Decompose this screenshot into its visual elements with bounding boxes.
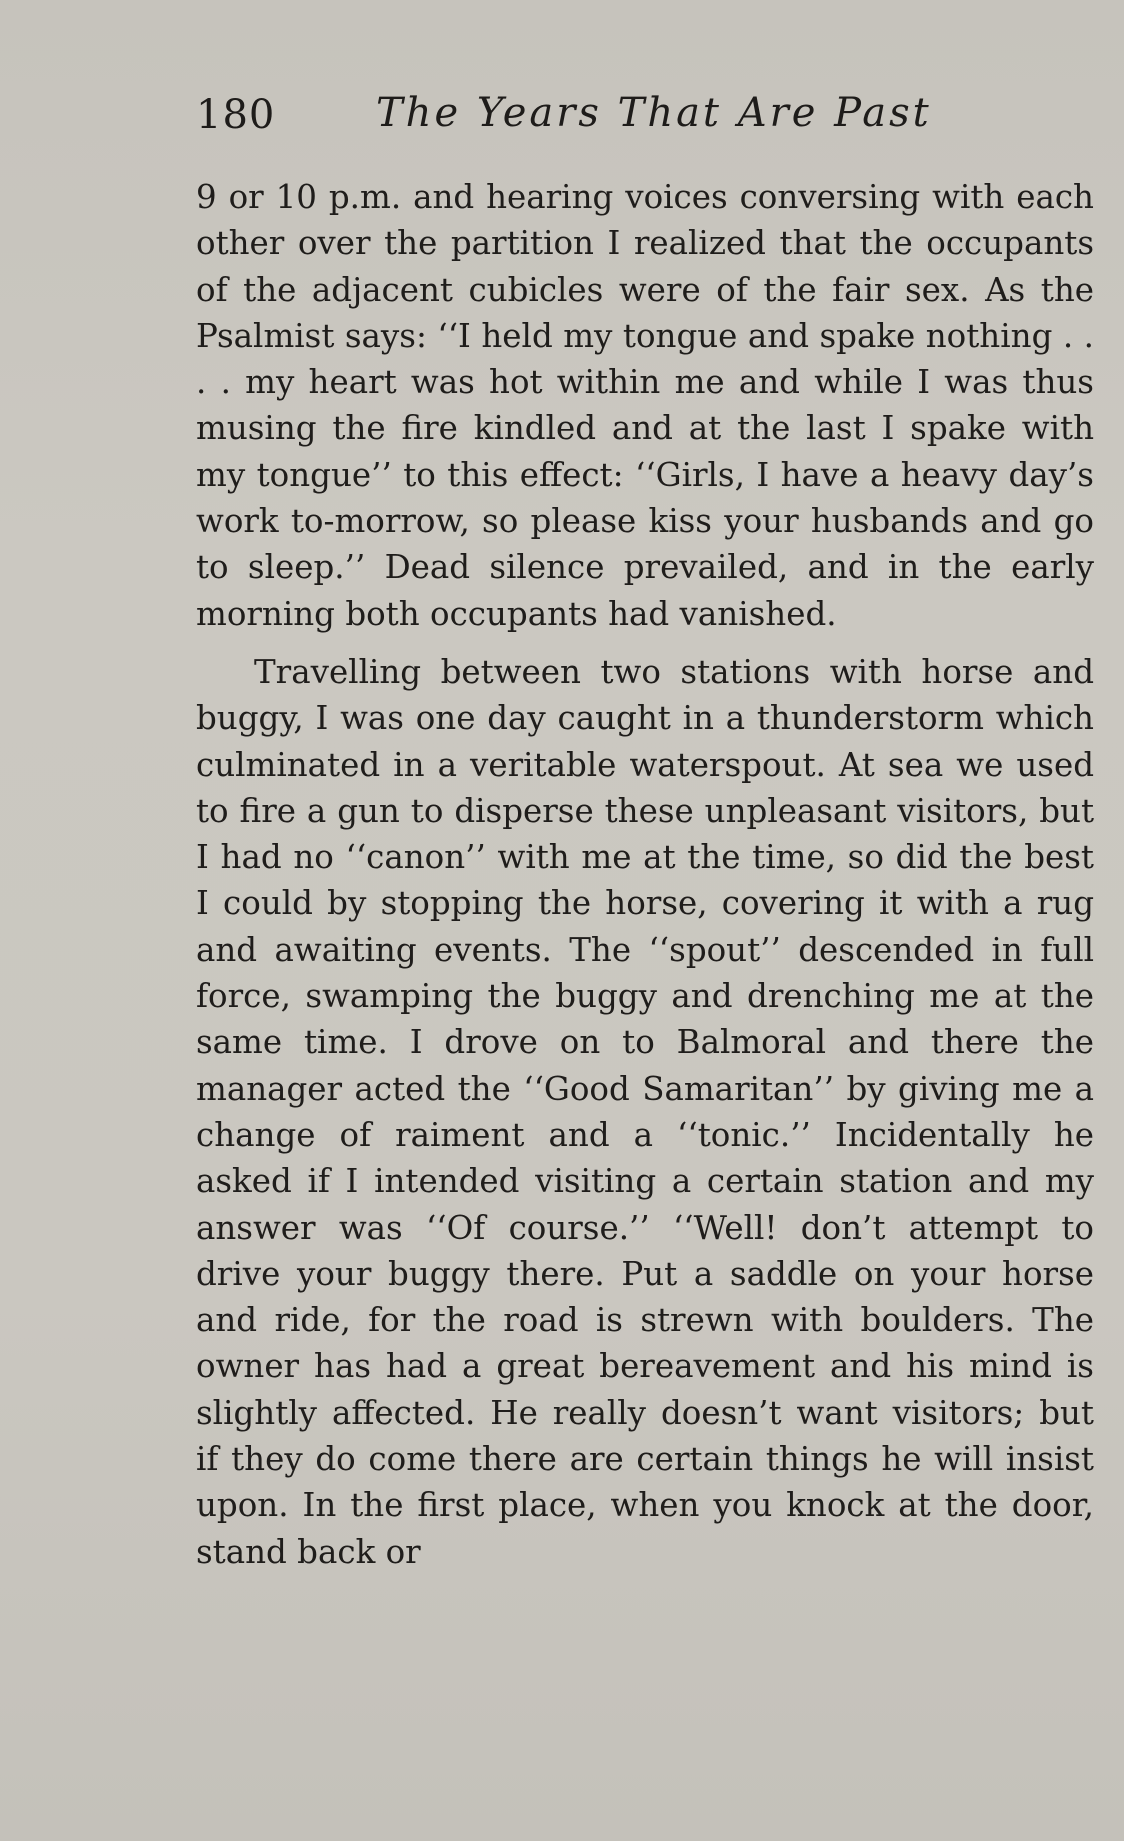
running-title: The Years That Are Past xyxy=(376,90,932,136)
page-number: 180 xyxy=(196,92,276,138)
paragraph: 9 or 10 p.m. and hearing voices conversing with each other over the partition I realized that the occupants of the adjacent cubicles were of the fair sex. As the Psalmist says: ‘‘I held my tongue and spake nothing . . . . my heart was hot within me and while I was thus musing the fire kindled and at the last I spake with my tongue’’ to this effect: ‘‘Girls, I have a heavy day’s work to-morrow, so please kiss your husbands and go to sleep.’’ Dead silence prevailed, and in the early morning both occupants had vanished. xyxy=(196,178,1094,633)
body-text xyxy=(196,174,1094,1575)
paragraph: Travelling between two stations with horse and buggy, I was one day caught in a thunderstorm which culminated in a veritable waterspout. At sea we used to fire a gun to disperse these unpleasant visitors, but I had no ‘‘canon’’ with me at the time, so did the best I could by stopping the horse, covering it with a rug and awaiting events. The ‘‘spout’’ descended in full force, swamping the buggy and drenching me at the same time. I drove on to Balmoral and there the manager acted the ‘‘Good Samaritan’’ by giving me a change of raiment and a ‘‘tonic.’’ Incidentally he asked if I intended visiting a certain station and my answer was ‘‘Of course.’’ ‘‘Well! don’t attempt to drive your buggy there. Put a saddle on your horse and ride, for the road is strewn with boulders. The owner has had a great bereavement and his mind is slightly affected. He really doesn’t want visitors; but if they do come there are certain things he will insist upon. In the first place, when you knock at the door, stand back or xyxy=(196,652,1094,1571)
page-header xyxy=(196,88,1100,148)
